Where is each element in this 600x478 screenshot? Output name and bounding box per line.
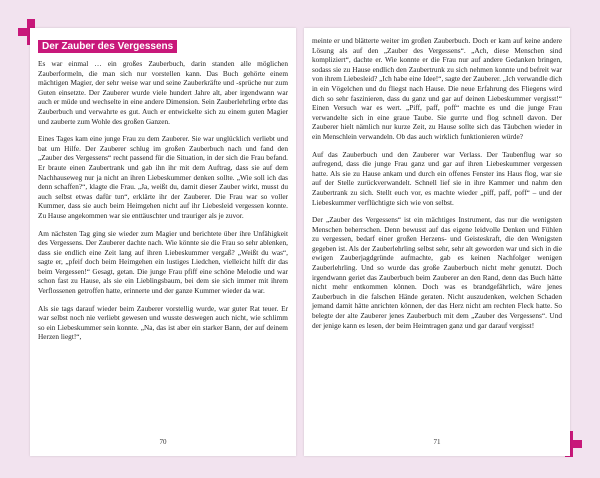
- left-page-text: [38, 36, 288, 350]
- paragraph: Der „Zauber des Vergessens“ ist ein mächtiges Instrument, das nur die wenigsten Menschen beherrschen. Denn bewusst auf das eigene leidvolle Denken und Fühlen zu vergessen, bedarf einer großen Herzens- und Geisteskraft, die den Wenigsten gegeben ist. Als der Zauberlehrling selbst sehr, sehr alt geworden war und sich in die ewigen Zauberjagdgründe aufmachte, gab es keinen Nachfolger wenigen Zauberlehrling. Und so wurde das große Zauberbuch nicht mehr genutzt. Doch irgendwann geriet das Zauberbuch beim Zauberer an den Rand, denn das Buch hätte nicht mehr entkommen können. Doch was es brandgefährlich, wäre jenes Zauberbuch in die falschen Hände geraten. Nicht auszudenken, welchen Schaden jemand damit hätte anrichten können, der das Herz nicht am rechten Fleck hatte. So belegte der alte Zauberer jenes Zauberbuch mit dem „Zauber des Vergessens“. Und der jenige kann es lesen, der beim Heimtragen ganz und gar darauf vergisst!: [312, 215, 562, 330]
- page-number: 70: [159, 438, 167, 446]
- right-page-text: [312, 36, 562, 338]
- paragraph: Als sie tags darauf wieder beim Zauberer vorstellig wurde, war guter Rat teuer. Er war selbst noch nie verliebt gewesen und wusste deswegen auch nicht, wie schlimm so ein Liebeskummer sein konnte. „Na, das ist aber ein starker Bann, der auf deinem Herzen liegt!“,: [38, 303, 288, 342]
- paragraph: meinte er und blätterte weiter im großen Zauberbuch. Doch er kam auf keine andere Lösung als auf den „Zauber des Vergessens“. „Ach, diese Menschen sind kompliziert“, dachte er. Wie konnte er die Frau nur auf andere Gedanken bringen, sodass sie zu Hause endlich den Zaubertrunk zu sich nehmen konnte und befreit war von ihrem Liebesleid? „Ich habe eine Idee!“, sagte der Zauberer. „Ich verwandle dich in ein Vögelchen und du fliegst nach Hause. Die neue Erfahrung des Fliegens wird dich so sehr faszinieren, dass du ganz und gar auf deinen Liebeskummer vergisst!“ Einen Versuch war es wert. „Piff, paff, poff“ machte es und die junge Frau verwandelte sich in eine graue Taube. Sie gurrte und flog schnell davon. Der Zauberer hielt nämlich nur kurze Zeit, zu Hause sollte sich das Täubchen wieder in ein Menschlein verwandeln. Ob das auch wirklich funktionieren würde?: [312, 36, 562, 141]
- paragraph: Es war einmal … ein großes Zauberbuch, darin standen alle möglichen Zauberformeln, die man sich nur vorstellen kann. Das Buch gehörte einem mächtigen Magier, der sehr weise war und seine Zauberkräfte und -sprüche nur zum Guten einsetzte. Der Zauberer wurde viele hundert Jahre alt, aber irgendwann war auch er müde und wechselte in eine andere Dimension. Sein Zauberlehrling erbte das Zauberbuch und verwahrte es gut. Auch er entwickelte sich zu einem guten Magier und zauberte zum Wohle des großen Ganzen.: [38, 59, 288, 126]
- chapter-title: Der Zauber des Vergessens: [38, 40, 177, 53]
- left-page: [30, 28, 296, 456]
- right-page: [304, 28, 570, 456]
- paragraph: Auf das Zauberbuch und den Zauberer war Verlass. Der Taubenflug war so aufregend, dass die junge Frau ganz und gar auf ihren Liebeskummer vergessen hatte. Als sie zu Hause ankam und durch ein offenes Fenster ins Haus flog, war sie auf der Stelle zurückverwandelt. Schnell lief sie in ihre Kammer und nahm den Zaubertrank zu sich. Stellt euch vor, es machte wieder „piff, paff, poff“ – und der Liebeskummer verflüchtigte sich wie von selbst.: [312, 149, 562, 207]
- page-number: 71: [433, 438, 441, 446]
- paragraph: Am nächsten Tag ging sie wieder zum Magier und berichtete über ihre Unfähigkeit des Vergessens. Der Zauberer dachte nach. Wie könnte sie die Frau so sehr ablenken, dass sie endlich eine Zeit lang auf ihren Liebeskummer vergaß? „Weißt du was“, sagte er, „pfeif doch beim Heimgehen ein lustiges Liedchen, vielleicht hilft dir das beim Vergessen!“ Gesagt, getan. Die junge Frau pfiff eine schöne Melodie und war schon fast zu Hause, als sie ein Lieblingsbaum, bei dem sie sich immer mit ihrem Verflossenen getroffen hatte, erinnerte und der ganze Kummer wieder da war.: [38, 228, 288, 296]
- paragraph: Eines Tages kam eine junge Frau zu dem Zauberer. Sie war unglücklich verliebt und bat um Hilfe. Der Zauberer schlug im großen Zauberbuch nach und fand den „Zauber des Vergessens“ recht passend für die Situation, in der sich die Frau befand. Er braute einen Zaubertrank und gab ihn ihr mit dem Auftrag, dass sie auf dem Nachhauseweg nur ja nicht an ihren Liebeskummer denken sollte. „Wie soll ich das denn schaffen?“, klagte die Frau. „Ja, weißt du, damit dieser Zauber wirkt, musst du auch selbst etwas dafür tun“, erklärte ihr der Zauberer. Die Frau war so voller Kummer, dass sie auch beim Heimgehen nicht auf ihr Liebesleid vergessen konnte. Zu Hause angekommen war sie enttäuschter und trauriger als je zuvor.: [38, 134, 288, 220]
